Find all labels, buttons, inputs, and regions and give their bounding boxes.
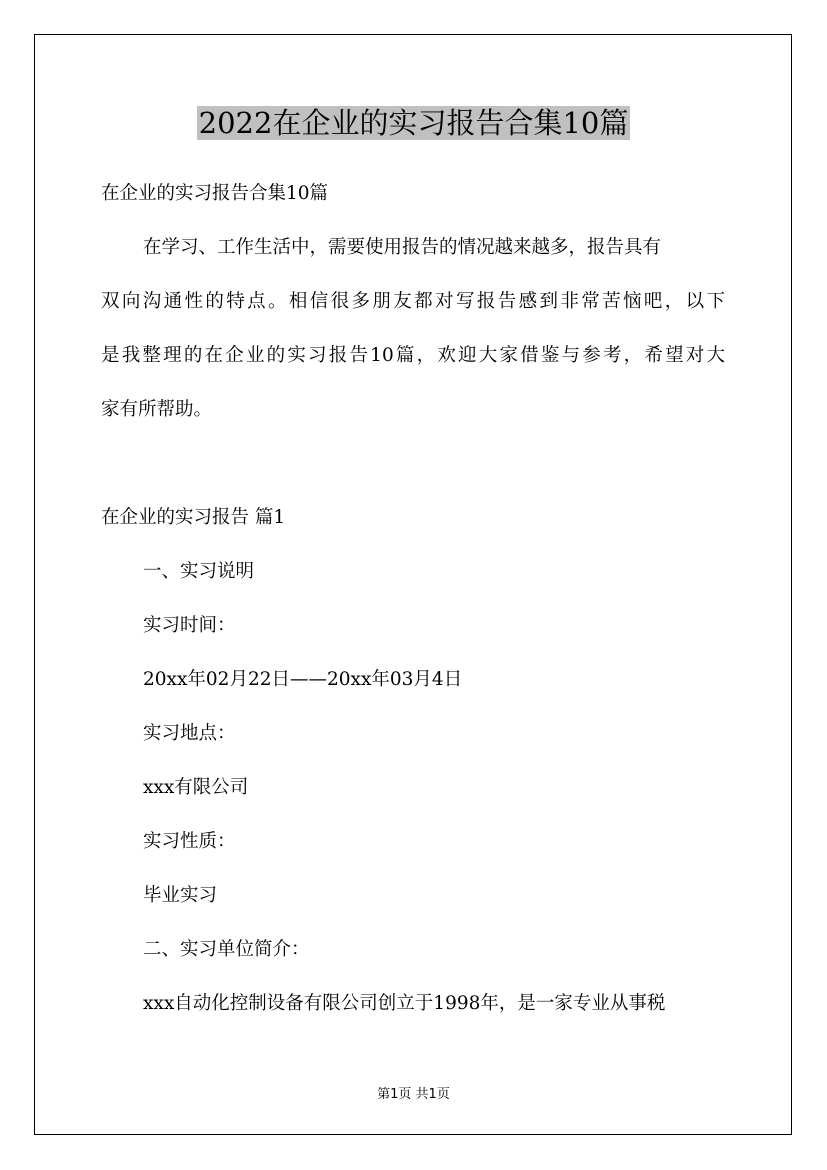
- intro-line-2: 双向沟通性的特点。相信很多朋友都对写报告感到非常苦恼吧，以下: [101, 291, 725, 312]
- body-line-5: xxx有限公司: [143, 777, 249, 798]
- body-line-3: 20xx年02月22日——20xx年03月4日: [143, 669, 463, 690]
- document-subtitle: 在企业的实习报告合集10篇: [101, 183, 329, 204]
- document-title-text: 2022在企业的实习报告合集10篇: [198, 106, 629, 140]
- body-line-9: xxx自动化控制设备有限公司创立于1998年，是一家专业从事税: [143, 993, 666, 1014]
- intro-line-4: 家有所帮助。: [101, 399, 213, 420]
- body-line-4: 实习地点：: [143, 723, 236, 744]
- intro-line-1: 在学习、工作生活中，需要使用报告的情况越来越多，报告具有: [143, 237, 662, 258]
- document-title: [0, 100, 827, 146]
- section-heading: 在企业的实习报告 篇1: [101, 507, 286, 528]
- intro-line-3: 是我整理的在企业的实习报告10篇，欢迎大家借鉴与参考，希望对大: [101, 345, 725, 366]
- body-line-6: 实习性质：: [143, 831, 236, 852]
- page-number: 第1页 共1页: [377, 1087, 450, 1102]
- body-line-2: 实习时间：: [143, 615, 236, 636]
- body-line-7: 毕业实习: [143, 885, 218, 906]
- body-line-8: 二、实习单位简介：: [143, 939, 310, 960]
- body-line-1: 一、实习说明: [143, 561, 255, 582]
